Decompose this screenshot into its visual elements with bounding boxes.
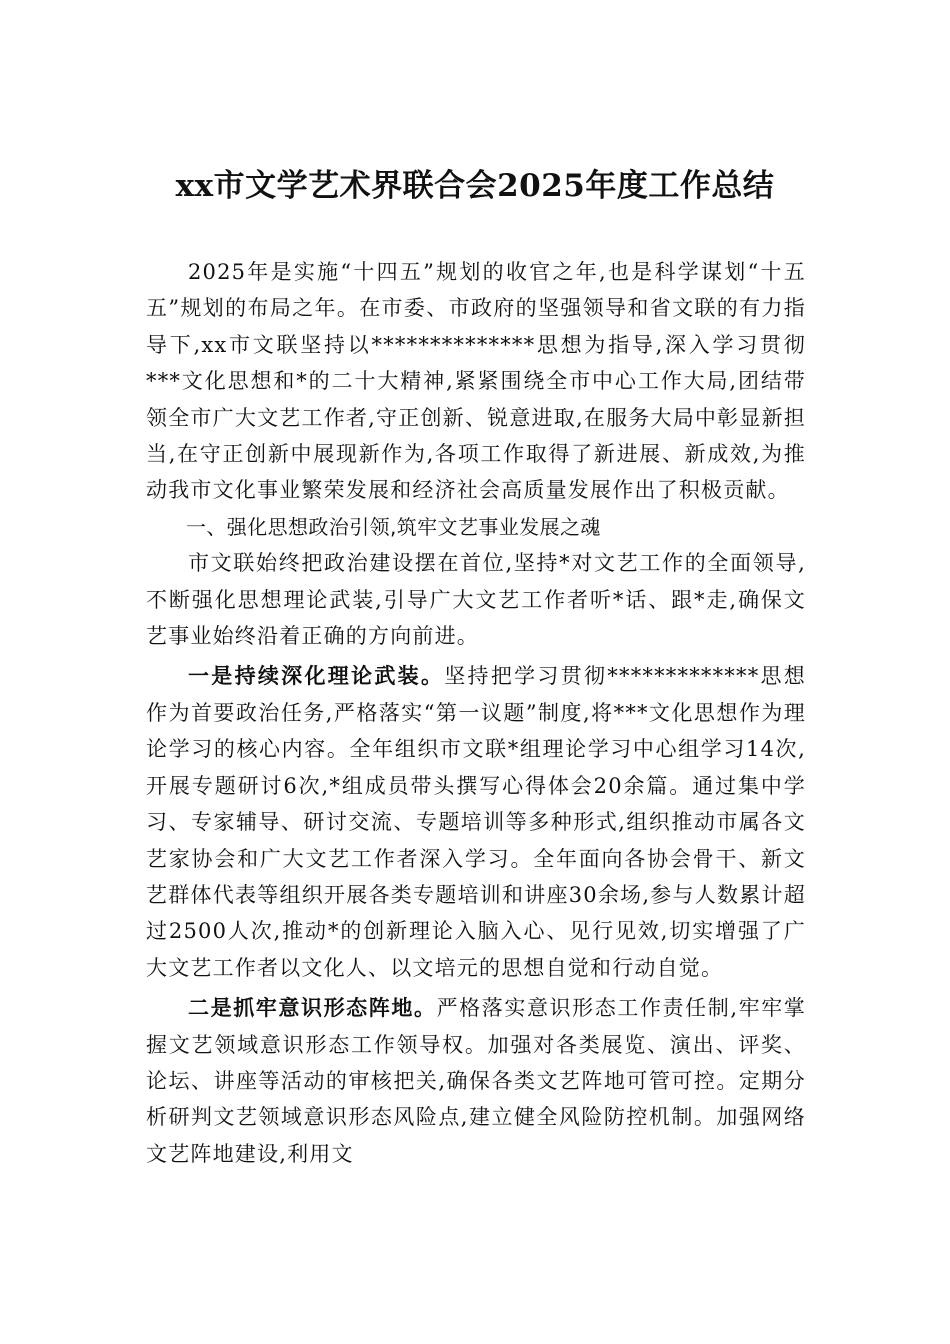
point-text-ideology: 严格落实意识形态工作责任制,牢牢掌握文艺领域意识形态工作领导权。加强对各类展览、演出、评奖、论坛、讲座等活动的审核把关,确保各类文艺阵地可管可控。定期分析研判文艺领域意识形态风险点,建立健全风险防控机制。加强网络文艺阵地建设,利用文 xyxy=(146,996,807,1166)
point-lead-theory: 一是持续深化理论武装。 xyxy=(188,663,445,689)
point-paragraph-ideology xyxy=(146,990,806,1172)
document-title: xx市文学艺术界联合会2025年度工作总结 xyxy=(175,168,775,204)
point-text-theory: 坚持把学习贯彻*************思想作为首要政治任务,严格落实“第一议题”制度,将***文化思想作为理论学习的核心内容。全年组织市文联*组理论学习中心组学习14次,开展专题研讨6次,*组成员带头撰写心得体会20余篇。通过集中学习、专家辅导、研讨交流、专题培训等多种形式,组织推动市属各文艺家协会和广大文艺工作者深入学习。全年面向各协会骨干、新文艺群体代表等组织开展各类专题培训和讲座30余场,参与人数累计超过2500人次,推动*的创新理论入脑入心、见行见效,切实增强了广大文艺工作者以文化人、以文培元的思想自觉和行动自觉。 xyxy=(146,664,806,980)
point-paragraph-theory xyxy=(146,658,806,986)
section-summary-paragraph: 市文联始终把政治建设摆在首位,坚持*对文艺工作的全面领导,不断强化思想理论武装,引导广大文艺工作者听*话、跟*走,确保文艺事业始终沿着正确的方向前进。 xyxy=(146,551,806,649)
document-body xyxy=(146,254,806,1172)
point-lead-ideology: 二是抓牢意识形态阵地。 xyxy=(188,995,437,1021)
section-heading: 一、强化思想政治引领,筑牢文艺事业发展之魂 xyxy=(186,514,601,539)
intro-paragraph: 2025年是实施“十四五”规划的收官之年,也是科学谋划“十五五”规划的布局之年。在市委、市政府的坚强领导和省文联的有力指导下,xx市文联坚持以**************思想为指导,深入学习贯彻***文化思想和*的二十大精神,紧紧围绕全市中心工作大局,团结带领全市广大文艺工作者,守正创新、锐意进取,在服务大局中彰显新担当,在守正创新中展现新作为,各项工作取得了新进展、新成效,为推动我市文化事业繁荣发展和经济社会高质量发展作出了积极贡献。 xyxy=(146,260,806,503)
